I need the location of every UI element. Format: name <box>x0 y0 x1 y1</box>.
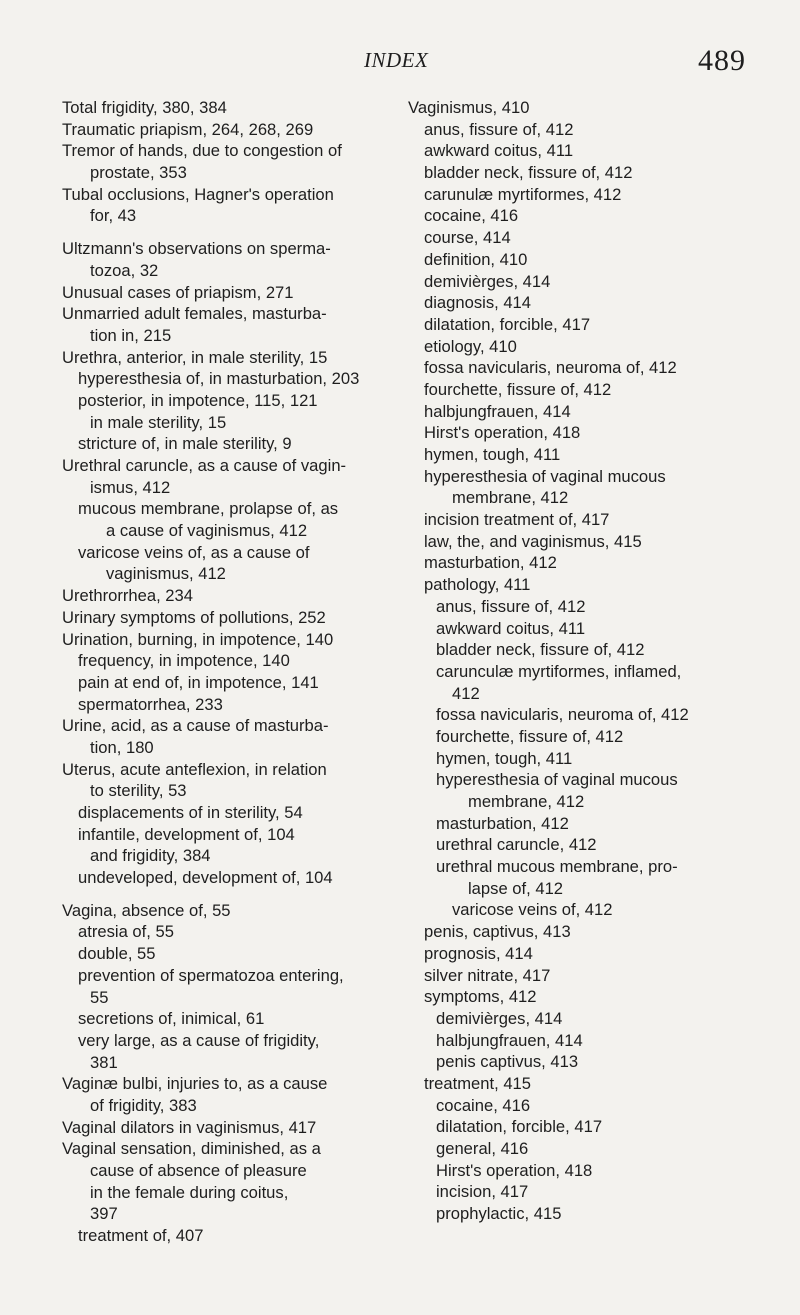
index-entry: membrane, 412 <box>468 792 585 811</box>
index-entry: dilatation, forcible, 417 <box>424 314 591 334</box>
index-entry: mucous membrane, prolapse of, as <box>78 499 339 519</box>
index-entry: Uterus, acute anteflexion, in relation <box>62 759 327 779</box>
index-entry: for, 43 <box>90 206 137 226</box>
index-entry: stricture of, in male sterility, 9 <box>78 434 292 454</box>
index-entry: incision treatment of, 417 <box>424 510 610 530</box>
index-entry: prognosis, 414 <box>424 943 533 963</box>
index-entry: Urethral caruncle, as a cause of vagin- <box>62 456 347 475</box>
index-entry: carunculæ myrtiformes, inflamed, <box>436 661 682 681</box>
index-entry: anus, fissure of, 412 <box>436 596 586 616</box>
index-entry: Unusual cases of priapism, 271 <box>62 282 294 302</box>
index-entry: Tubal occlusions, Hagner's operation <box>62 184 334 204</box>
index-entry: hymen, tough, 411 <box>436 748 573 768</box>
index-entry: Hirst's operation, 418 <box>436 1160 593 1180</box>
index-entry: Vaginal dilators in vaginismus, 417 <box>62 1117 317 1137</box>
index-entry: Urethrorrhea, 234 <box>62 586 193 606</box>
index-entry: and frigidity, 384 <box>90 846 211 866</box>
index-entry: in male sterility, 15 <box>90 412 227 432</box>
index-entry: cause of absence of pleasure <box>90 1161 307 1180</box>
index-entry: Urinary symptoms of pollutions, 252 <box>62 607 326 627</box>
index-entry: penis, captivus, 413 <box>424 922 571 942</box>
index-column-left <box>62 97 392 1247</box>
index-entry: undeveloped, development of, 104 <box>78 868 333 888</box>
index-entry: tozoa, 32 <box>90 260 159 280</box>
index-entry: varicose veins of, 412 <box>452 900 613 920</box>
index-entry: tion in, 215 <box>90 325 172 345</box>
index-entry: ismus, 412 <box>90 477 171 497</box>
index-entry: masturbation, 412 <box>436 813 569 833</box>
index-entry: Hirst's operation, 418 <box>424 423 581 443</box>
index-entry: Tremor of hands, due to congestion of <box>62 141 342 161</box>
entry-group-gap <box>62 227 392 238</box>
index-entry: general, 416 <box>436 1139 529 1158</box>
index-entry: fossa navicularis, neuroma of, 412 <box>424 358 677 378</box>
index-entry: prophylactic, 415 <box>436 1204 562 1224</box>
index-entry: bladder neck, fissure of, 412 <box>424 163 633 183</box>
index-entry: Traumatic priapism, 264, 268, 269 <box>62 119 314 139</box>
entry-group-gap <box>62 889 392 900</box>
index-entry: treatment, 415 <box>424 1073 532 1093</box>
index-entry: hyperesthesia of vaginal mucous <box>436 770 678 790</box>
index-entry: 397 <box>90 1204 118 1224</box>
index-entry: urethral mucous membrane, pro- <box>436 857 678 877</box>
index-entry: Vaginæ bulbi, injuries to, as a cause <box>62 1074 328 1094</box>
index-entry: vaginismus, 412 <box>106 564 226 584</box>
index-entry: treatment of, 407 <box>78 1226 204 1246</box>
index-entry: displacements of in sterility, 54 <box>78 803 303 822</box>
index-entry: penis captivus, 413 <box>436 1052 579 1072</box>
index-entry: frequency, in impotence, 140 <box>78 651 290 671</box>
index-entry: very large, as a cause of frigidity, <box>78 1030 320 1050</box>
index-entry: Vagina, absence of, 55 <box>62 900 231 920</box>
index-entry: Unmarried adult females, masturba- <box>62 304 327 324</box>
index-entry: 412 <box>452 683 480 703</box>
index-entry: carunulæ myrtiformes, 412 <box>424 184 622 204</box>
index-entry: prostate, 353 <box>90 163 187 183</box>
index-entry: symptoms, 412 <box>424 987 537 1007</box>
index-entry: fourchette, fissure of, 412 <box>436 726 624 746</box>
index-entry: a cause of vaginismus, 412 <box>106 521 308 541</box>
index-entry: halbjungfrauen, 414 <box>424 401 571 421</box>
index-entry: dilatation, forcible, 417 <box>436 1117 603 1137</box>
running-title: INDEX <box>364 48 429 72</box>
index-entry: tion, 180 <box>90 737 154 757</box>
index-entry: silver nitrate, 417 <box>424 965 551 985</box>
index-entry: secretions of, inimical, 61 <box>78 1009 265 1029</box>
index-entry: halbjungfrauen, 414 <box>436 1030 583 1050</box>
index-column-right <box>408 97 743 1225</box>
index-entry: cocaine, 416 <box>424 206 519 226</box>
index-entry: demivièrges, 414 <box>424 271 551 291</box>
index-entry: Vaginal sensation, diminished, as a <box>62 1139 321 1159</box>
index-entry: pathology, 411 <box>424 575 531 595</box>
index-entry: pain at end of, in impotence, 141 <box>78 672 319 692</box>
index-entry: demivièrges, 414 <box>436 1008 563 1028</box>
index-entry: incision, 417 <box>436 1182 529 1202</box>
index-entry: infantile, development of, 104 <box>78 824 295 844</box>
index-entry: 55 <box>90 987 109 1007</box>
index-entry: varicose veins of, as a cause of <box>78 542 310 562</box>
index-entry: bladder neck, fissure of, 412 <box>436 640 645 660</box>
index-entry: of frigidity, 383 <box>90 1095 197 1115</box>
index-entry: masturbation, 412 <box>424 553 557 573</box>
index-entry: etiology, 410 <box>424 336 517 356</box>
index-entry: diagnosis, 414 <box>424 293 532 313</box>
index-entry: 381 <box>90 1052 118 1072</box>
page-number: 489 <box>698 44 746 77</box>
index-entry: hyperesthesia of, in masturbation, 203 <box>78 369 360 389</box>
index-entry: course, 414 <box>424 228 511 248</box>
index-entry: membrane, 412 <box>452 488 569 508</box>
index-entry: awkward coitus, 411 <box>424 141 574 161</box>
index-entry: anus, fissure of, 412 <box>424 119 574 139</box>
index-entry: lapse of, 412 <box>468 878 564 898</box>
index-entry: Total frigidity, 380, 384 <box>62 98 227 117</box>
index-entry: to sterility, 53 <box>90 781 187 801</box>
index-entry: cocaine, 416 <box>436 1095 531 1115</box>
index-entry: Urine, acid, as a cause of masturba- <box>62 716 329 736</box>
index-entry: prevention of spermatozoa entering, <box>78 965 344 985</box>
index-entry: Vaginismus, 410 <box>408 98 530 117</box>
index-entry: posterior, in impotence, 115, 121 <box>78 390 318 410</box>
index-entry: spermatorrhea, 233 <box>78 694 223 714</box>
index-entry: atresia of, 55 <box>78 922 174 942</box>
index-entry: Urination, burning, in impotence, 140 <box>62 629 334 649</box>
index-entry: awkward coitus, 411 <box>436 618 586 638</box>
index-entry: definition, 410 <box>424 249 528 269</box>
index-entry: fossa navicularis, neuroma of, 412 <box>436 705 689 725</box>
index-entry: in the female during coitus, <box>90 1182 289 1202</box>
index-entry: hyperesthesia of vaginal mucous <box>424 466 666 486</box>
index-entry: fourchette, fissure of, 412 <box>424 379 612 399</box>
index-entry: Urethra, anterior, in male sterility, 15 <box>62 347 328 367</box>
index-entry: Ultzmann's observations on sperma- <box>62 239 331 259</box>
index-entry: hymen, tough, 411 <box>424 445 561 464</box>
page-header <box>0 44 800 84</box>
index-entry: law, the, and vaginismus, 415 <box>424 531 642 551</box>
index-entry: urethral caruncle, 412 <box>436 835 597 855</box>
index-entry: double, 55 <box>78 944 156 964</box>
